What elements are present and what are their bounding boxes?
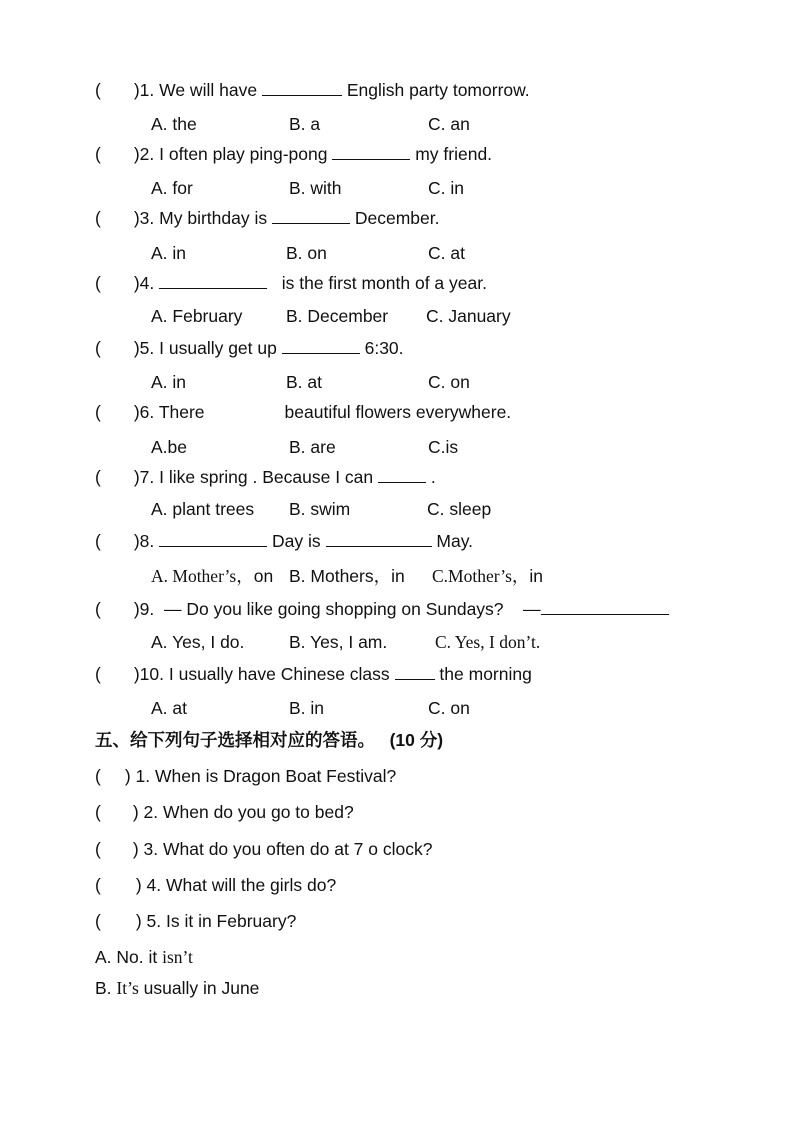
q1-option-c[interactable]: C. an bbox=[428, 114, 470, 134]
s5-answer-a-lead: A. No. it bbox=[95, 947, 163, 967]
answer-blank[interactable] bbox=[378, 466, 426, 483]
s5-item-2 bbox=[95, 801, 354, 823]
q8-option-b[interactable]: B. Mothers，in bbox=[289, 566, 405, 586]
question-1 bbox=[95, 79, 530, 101]
q5-stem: I usually get up bbox=[159, 338, 277, 358]
close-paren: ) bbox=[124, 766, 131, 786]
q7-option-c[interactable]: C. sleep bbox=[427, 499, 492, 519]
s5-item-4-text: 4. What will the girls do? bbox=[146, 875, 337, 895]
q10-option-b[interactable]: B. in bbox=[289, 698, 325, 718]
q7-stem: I like spring . Because I can bbox=[159, 467, 374, 487]
q2-stem: I often play ping-pong bbox=[159, 144, 328, 164]
q8-option-a-text: A. Mother’s， bbox=[151, 566, 254, 586]
question-7 bbox=[95, 466, 436, 488]
s5-answer-b bbox=[95, 977, 259, 999]
q10-option-c[interactable]: C. on bbox=[428, 698, 470, 718]
q1-option-a[interactable]: A. the bbox=[151, 114, 197, 134]
q1-number: )1. bbox=[133, 80, 155, 100]
q6-option-a[interactable]: A.be bbox=[151, 437, 187, 457]
open-paren: ( bbox=[95, 144, 101, 164]
q6-option-b[interactable]: B. are bbox=[289, 437, 336, 457]
s5-item-2-text: 2. When do you go to bed? bbox=[143, 802, 354, 822]
answer-blank[interactable] bbox=[262, 79, 342, 96]
q5-option-b[interactable]: B. at bbox=[286, 372, 322, 392]
q3-number: )3. bbox=[133, 208, 155, 228]
s5-item-1-text: 1. When is Dragon Boat Festival? bbox=[135, 766, 397, 786]
q8-option-a[interactable] bbox=[151, 565, 273, 587]
s5-answer-b-lead: B. bbox=[95, 978, 117, 998]
q5-option-c[interactable]: C. on bbox=[428, 372, 470, 392]
answer-blank[interactable] bbox=[395, 663, 435, 680]
q3-stem-end: December. bbox=[354, 208, 440, 228]
q4-option-a[interactable]: A. February bbox=[151, 306, 243, 326]
q3-option-a[interactable]: A. in bbox=[151, 243, 187, 263]
s5-item-3 bbox=[95, 838, 432, 860]
q4-number: )4. bbox=[133, 273, 155, 293]
q8-stem: Day is bbox=[272, 531, 321, 551]
answer-blank[interactable] bbox=[159, 272, 267, 289]
q1-option-b[interactable]: B. a bbox=[289, 114, 321, 134]
q8-stem-end: May. bbox=[436, 531, 474, 551]
answer-blank[interactable] bbox=[326, 530, 432, 547]
q10-stem-end: the morning bbox=[439, 664, 532, 684]
q4-stem-end: is the first month of a year. bbox=[281, 273, 487, 293]
s5-item-5 bbox=[95, 910, 296, 932]
answer-blank[interactable] bbox=[282, 337, 360, 354]
q9-option-b[interactable]: B. Yes, I am. bbox=[289, 632, 388, 652]
section-5-heading bbox=[95, 729, 443, 751]
q8-option-a-text-end: on bbox=[253, 566, 274, 586]
open-paren: ( bbox=[95, 208, 101, 228]
q6-stem: There bbox=[158, 402, 205, 422]
s5-answer-b-rest: It’s bbox=[116, 978, 139, 998]
q5-stem-end: 6:30. bbox=[364, 338, 404, 358]
section-5-title: 五、给下列句子选择相对应的答语。 bbox=[95, 730, 375, 750]
q2-stem-end: my friend. bbox=[415, 144, 493, 164]
q9-number: )9. bbox=[133, 599, 155, 619]
answer-blank[interactable] bbox=[541, 598, 669, 615]
question-6 bbox=[95, 401, 511, 423]
s5-item-3-text: 3. What do you often do at 7 o clock? bbox=[143, 839, 433, 859]
q10-option-a[interactable]: A. at bbox=[151, 698, 187, 718]
q1-stem: We will have bbox=[159, 80, 258, 100]
open-paren: ( bbox=[95, 531, 101, 551]
s5-answer-a-rest: isn’t bbox=[162, 947, 193, 967]
open-paren: ( bbox=[95, 402, 101, 422]
s5-item-5-text: 5. Is it in February? bbox=[146, 911, 297, 931]
q6-number: )6. bbox=[133, 402, 155, 422]
q7-number: )7. bbox=[133, 467, 155, 487]
answer-blank[interactable] bbox=[159, 530, 267, 547]
s5-answer-b-tail: usually in June bbox=[138, 978, 260, 998]
close-paren: ) bbox=[132, 802, 139, 822]
s5-item-4 bbox=[95, 874, 336, 896]
q2-option-c[interactable]: C. in bbox=[428, 178, 464, 198]
close-paren: ) bbox=[135, 911, 142, 931]
q6-option-c[interactable]: C.is bbox=[428, 437, 459, 457]
q3-option-c[interactable]: C. at bbox=[428, 243, 465, 263]
q9-stem: — Do you like going shopping on Sundays? bbox=[164, 599, 504, 619]
open-paren: ( bbox=[95, 839, 101, 859]
q7-stem-end: . bbox=[430, 467, 436, 487]
open-paren: ( bbox=[95, 875, 101, 895]
q2-option-a[interactable]: A. for bbox=[151, 178, 193, 198]
q8-number: )8. bbox=[133, 531, 155, 551]
q4-option-c[interactable]: C. January bbox=[426, 306, 511, 326]
open-paren: ( bbox=[95, 911, 101, 931]
q2-option-b[interactable]: B. with bbox=[289, 178, 342, 198]
open-paren: ( bbox=[95, 766, 101, 786]
open-paren: ( bbox=[95, 467, 101, 487]
open-paren: ( bbox=[95, 273, 101, 293]
q1-stem-end: English party tomorrow. bbox=[346, 80, 530, 100]
q10-number: )10. bbox=[133, 664, 164, 684]
q5-number: )5. bbox=[133, 338, 155, 358]
answer-blank[interactable] bbox=[332, 143, 410, 160]
question-9 bbox=[95, 598, 669, 620]
s5-item-1 bbox=[95, 765, 396, 787]
q6-stem-end: beautiful flowers everywhere. bbox=[284, 402, 512, 422]
question-8 bbox=[95, 530, 473, 552]
question-3 bbox=[95, 207, 439, 229]
open-paren: ( bbox=[95, 802, 101, 822]
q7-option-b[interactable]: B. swim bbox=[289, 499, 351, 519]
q9-option-a[interactable]: A. Yes, I do. bbox=[151, 632, 245, 652]
question-10 bbox=[95, 663, 532, 685]
open-paren: ( bbox=[95, 664, 101, 684]
q8-option-c-text: C.Mother’s， bbox=[432, 566, 530, 586]
question-2 bbox=[95, 143, 492, 165]
question-5 bbox=[95, 337, 404, 359]
close-paren: ) bbox=[135, 875, 142, 895]
close-paren: ) bbox=[132, 839, 139, 859]
q3-option-b[interactable]: B. on bbox=[286, 243, 327, 263]
q8-option-c[interactable] bbox=[432, 565, 543, 587]
question-4 bbox=[95, 272, 487, 294]
q10-stem: I usually have Chinese class bbox=[168, 664, 390, 684]
q9-dash: — bbox=[523, 599, 541, 619]
s5-answer-a bbox=[95, 946, 193, 968]
open-paren: ( bbox=[95, 338, 101, 358]
q5-option-a[interactable]: A. in bbox=[151, 372, 187, 392]
q7-option-a[interactable]: A. plant trees bbox=[151, 499, 255, 519]
q8-option-c-text-end: in bbox=[529, 566, 544, 586]
open-paren: ( bbox=[95, 599, 101, 619]
q9-option-c[interactable]: C. Yes, I don’t. bbox=[435, 632, 541, 652]
answer-blank[interactable] bbox=[272, 207, 350, 224]
section-5-score: (10 分) bbox=[389, 730, 444, 750]
q3-stem: My birthday is bbox=[159, 208, 268, 228]
open-paren: ( bbox=[95, 80, 101, 100]
q2-number: )2. bbox=[133, 144, 155, 164]
q4-option-b[interactable]: B. December bbox=[286, 306, 389, 326]
